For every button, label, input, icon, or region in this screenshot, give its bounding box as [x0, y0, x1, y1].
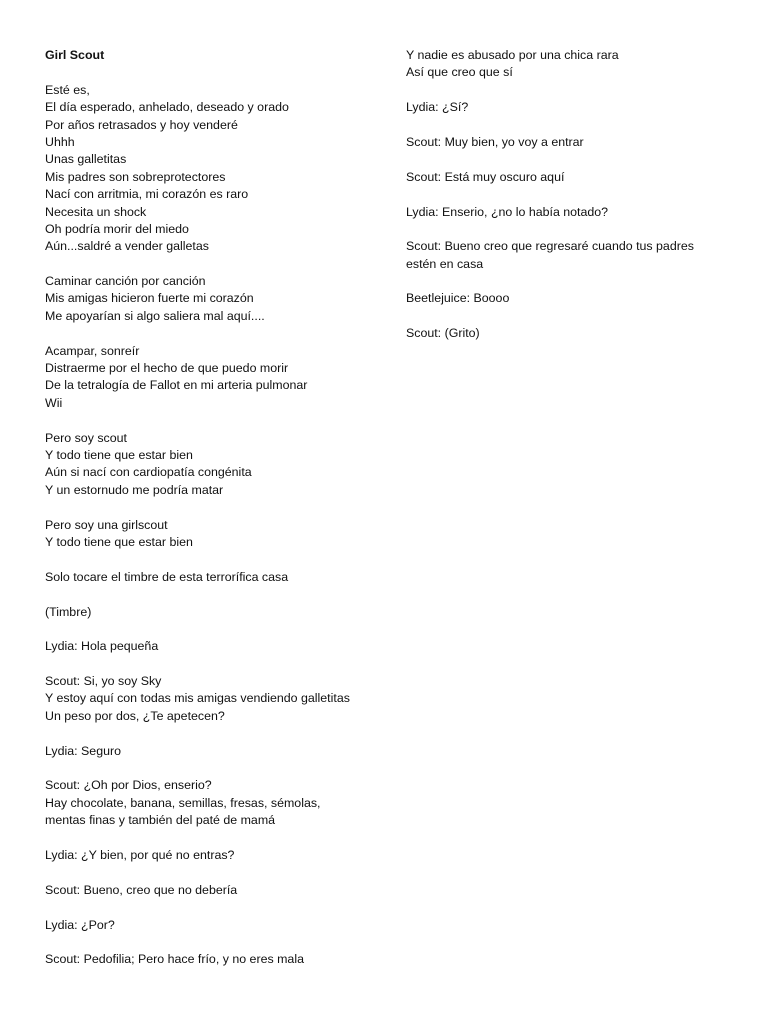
- text-line: Caminar canción por canción: [45, 274, 206, 289]
- text-line: Por años retrasados y hoy venderé: [45, 117, 238, 132]
- text-line: Scout: Bueno creo que regresaré cuando tus padres: [406, 239, 694, 254]
- blank-line: [45, 256, 385, 273]
- text-line: Y todo tiene que estar bien: [45, 447, 193, 462]
- text-line: Beetlejuice: Boooo: [406, 291, 510, 306]
- right-column: [406, 47, 736, 343]
- blank-line: [45, 325, 385, 342]
- text-line: Necesita un shock: [45, 204, 147, 219]
- text-line: Y estoy aquí con todas mis amigas vendiendo galletitas: [45, 691, 350, 706]
- blank-line: [45, 830, 385, 847]
- text-line: El día esperado, anhelado, deseado y orado: [45, 100, 289, 115]
- text-line: Aún si nací con cardiopatía congénita: [45, 465, 252, 480]
- blank-line: [406, 273, 736, 290]
- text-line: Me apoyarían si algo saliera mal aquí....: [45, 308, 265, 323]
- blank-line: [45, 64, 385, 81]
- text-line: (Timbre): [45, 604, 92, 619]
- text-line: Aún...saldré a vender galletas: [45, 239, 209, 254]
- text-line: De la tetralogía de Fallot en mi arteria pulmonar: [45, 378, 308, 393]
- text-line: Mis amigas hicieron fuerte mi corazón: [45, 291, 254, 306]
- text-line: Scout: Muy bien, yo voy a entrar: [406, 134, 584, 149]
- text-line: Y todo tiene que estar bien: [45, 534, 193, 549]
- blank-line: [45, 760, 385, 777]
- text-line: Acampar, sonreír: [45, 343, 140, 358]
- blank-line: [45, 934, 385, 951]
- text-line: Así que creo que sí: [406, 65, 513, 80]
- text-line: Unas galletitas: [45, 152, 127, 167]
- text-line: Y nadie es abusado por una chica rara: [406, 48, 619, 62]
- text-line: Pero soy una girlscout: [45, 517, 168, 532]
- blank-line: [406, 117, 736, 134]
- blank-line: [45, 499, 385, 516]
- blank-line: [45, 586, 385, 603]
- text-line: Nací con arritmia, mi corazón es raro: [45, 187, 249, 202]
- text-line: Y un estornudo me podría matar: [45, 482, 224, 497]
- blank-line: [406, 151, 736, 168]
- text-line: Lydia: Seguro: [45, 743, 122, 758]
- blank-line: [45, 725, 385, 742]
- blank-line: [406, 186, 736, 203]
- blank-line: [45, 621, 385, 638]
- text-line: Scout: Está muy oscuro aquí: [406, 169, 565, 184]
- text-line: Distraerme por el hecho de que puedo morir: [45, 361, 289, 376]
- text-line: Lydia: ¿Por?: [45, 917, 115, 932]
- text-line: Wii: [45, 395, 63, 410]
- text-line: Lydia: Enserio, ¿no lo había notado?: [406, 204, 609, 219]
- blank-line: [45, 551, 385, 568]
- blank-line: [45, 412, 385, 429]
- text-line: Esté es,: [45, 82, 90, 97]
- document-title: Girl Scout: [45, 48, 105, 62]
- text-line: Lydia: ¿Y bien, por qué no entras?: [45, 847, 235, 862]
- blank-line: [406, 221, 736, 238]
- text-line: Mis padres son sobreprotectores: [45, 169, 226, 184]
- text-line: Solo tocare el timbre de esta terrorífica casa: [45, 569, 289, 584]
- text-line: Un peso por dos, ¿Te apetecen?: [45, 708, 225, 723]
- text-line: Lydia: ¿Sí?: [406, 100, 469, 115]
- text-line: Scout: Si, yo soy Sky: [45, 674, 162, 689]
- text-line: Scout: Pedofilia; Pero hace frío, y no eres mala: [45, 952, 304, 967]
- text-line: Uhhh: [45, 134, 75, 149]
- text-line: Scout: Bueno, creo que no debería: [45, 882, 238, 897]
- blank-line: [45, 864, 385, 881]
- text-line: Pero soy scout: [45, 430, 127, 445]
- text-line: Oh podría morir del miedo: [45, 221, 189, 236]
- blank-line: [45, 899, 385, 916]
- blank-line: [406, 82, 736, 99]
- blank-line: [45, 656, 385, 673]
- text-line: Scout: (Grito): [406, 326, 480, 341]
- left-column: [45, 47, 385, 969]
- text-line: mentas finas y también del paté de mamá: [45, 813, 276, 828]
- text-line: Hay chocolate, banana, semillas, fresas, sémolas,: [45, 795, 321, 810]
- text-line: estén en casa: [406, 256, 484, 271]
- text-line: Lydia: Hola pequeña: [45, 639, 159, 654]
- text-line: Scout: ¿Oh por Dios, enserio?: [45, 778, 212, 793]
- blank-line: [406, 308, 736, 325]
